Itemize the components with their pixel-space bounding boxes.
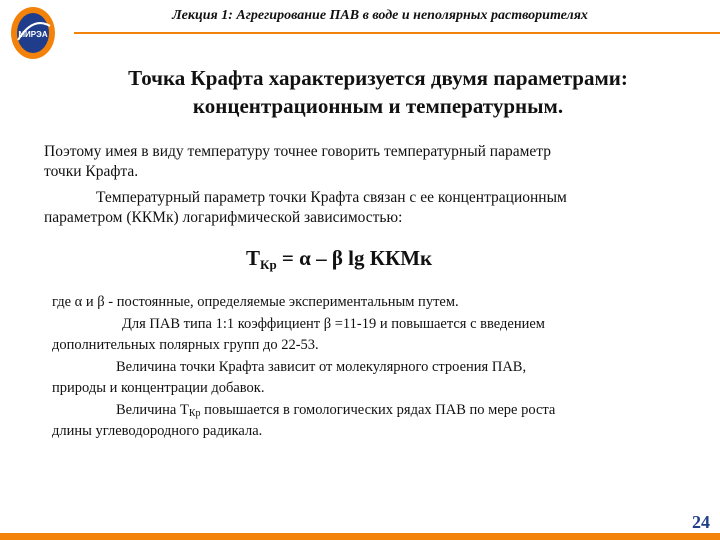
note-line-4: Величина точки Крафта зависит от молекулярного строения ПАВ, <box>116 359 527 375</box>
kraft-formula <box>246 246 432 273</box>
title-line-1: Точка Крафта характеризуется двумя параметрами: <box>128 66 628 90</box>
header-divider <box>74 32 720 34</box>
note-line-3: дополнительных полярных групп до 22-53. <box>52 337 319 353</box>
note-line-6-end: повышается в гомологических рядах ПАВ по мере роста <box>200 402 556 418</box>
paragraph-1-line-2: точки Крафта. <box>44 163 139 180</box>
page-number: 24 <box>692 512 710 532</box>
formula-subscript: Кр <box>260 257 277 272</box>
logo-text: МИРЭА <box>18 30 48 39</box>
formula-t: T <box>246 246 261 270</box>
lecture-header: Лекция 1: Агрегирование ПАВ в воде и неполярных растворителях <box>172 8 588 23</box>
note-line-2: Для ПАВ типа 1:1 коэффициент β =11-19 и повышается с введением <box>122 316 545 332</box>
note-line-5: природы и концентрации добавок. <box>52 380 265 396</box>
paragraph-2-line-1: Температурный параметр точки Крафта связан с ее концентрационным <box>96 189 567 206</box>
formula-rest: = α – β lg ККМк <box>276 246 433 270</box>
title-line-2: концентрационным и температурным. <box>192 94 564 118</box>
paragraph-1-line-1: Поэтому имея в виду температуру точнее говорить температурный параметр <box>44 143 552 160</box>
note-line-1: где α и β - постоянные, определяемые экспериментальным путем. <box>52 294 459 310</box>
note-line-6-start: Величина T <box>116 402 189 418</box>
note-line-7: длины углеводородного радикала. <box>52 423 263 439</box>
note-line-6-subscript: Кр <box>188 408 201 419</box>
paragraph-2-line-2: параметром (ККМк) логарифмической зависимостью: <box>44 209 403 226</box>
slide-title <box>60 64 696 120</box>
footer-bar <box>0 533 720 540</box>
mirea-logo <box>8 4 58 62</box>
